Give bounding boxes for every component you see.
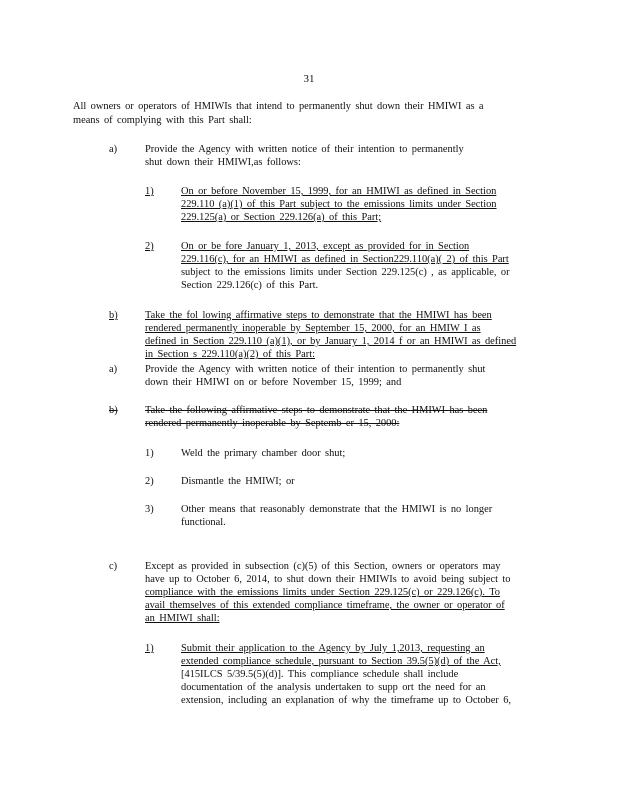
item-c-text: an HMIWI shall:	[145, 613, 220, 624]
item-b-text: Take the fol lowing affirmative steps to demonstrate that the HMIWI has been	[145, 310, 492, 321]
item-a2-text: On or be fore January 1, 2013, except as provided for in Section	[181, 241, 470, 252]
step-1-label: 1)	[145, 448, 154, 459]
item-b-deleted-text: rendered permanently inoperable by Septemb er 15, 2000:	[145, 418, 400, 429]
item-b-label: b)	[109, 310, 118, 321]
item-a1-text: On or before November 15, 1999, for an HMIWI as defined in Section	[181, 186, 497, 197]
step-2-label: 2)	[145, 476, 154, 487]
page-number: 31	[303, 73, 315, 85]
item-a1-text: 229.110 (a)(1) of this Part subject to the emissions limits under Section	[181, 199, 497, 210]
item-c1-text: extension, including an explanation of why the timeframe up to October 6,	[181, 695, 511, 706]
item-a-old-label: a)	[109, 364, 118, 375]
item-a1-label: 1)	[145, 186, 154, 197]
item-b-deleted-text: Take the following affirmative steps to demonstrate that the HMIWI has been	[145, 405, 488, 416]
item-b-text: rendered permanently inoperable by September 15, 2000, for an HMIW I as	[145, 323, 481, 334]
intro-line: All owners or operators of HMIWIs that intend to permanently shut down their HMIWI as a	[73, 101, 484, 112]
item-c-text: have up to October 6, 2014, to shut down their HMIWIs to avoid being subject to	[145, 574, 511, 585]
step-3-text: functional.	[181, 517, 226, 528]
step-3-text: Other means that reasonably demonstrate that the HMIWI is no longer	[181, 504, 493, 515]
item-a2-text: subject to the emissions limits under Section 229.125(c) , as applicable, or	[181, 267, 510, 278]
item-a1-text: 229.125(a) or Section 229.126(a) of this Part;	[181, 212, 382, 223]
item-c-text: compliance with the emissions limits under Section 229.125(c) or 229.126(c). To	[145, 587, 501, 598]
item-b-text: defined in Section 229.110 (a)(1), or by January 1, 2014 f or an HMIWI as defined	[145, 336, 517, 347]
intro-line: means of complying with this Part shall:	[73, 115, 252, 126]
item-c1-text: extended compliance schedule, pursuant to Section 39.5(5)(d) of the Act,	[181, 656, 501, 667]
item-a-old-text: Provide the Agency with written notice of their intention to permanently shut	[145, 364, 486, 375]
item-a-text: Provide the Agency with written notice of their intention to permanently	[145, 144, 464, 155]
step-3-label: 3)	[145, 504, 154, 515]
item-c-text: Except as provided in subsection (c)(5) of this Section, owners or operators may	[145, 561, 501, 572]
item-b-text: in Section s 229.110(a)(2) of this Part:	[145, 349, 316, 360]
item-c1-text: documentation of the analysis undertaken to supp ort the need for an	[181, 682, 486, 693]
item-a-label: a)	[109, 144, 118, 155]
item-c-text: avail themselves of this extended compliance timeframe, the owner or operator of	[145, 600, 505, 611]
item-c-label: c)	[109, 561, 118, 572]
item-a-text: shut down their HMIWI,as follows:	[145, 157, 301, 168]
item-b-deleted-label: b)	[109, 405, 118, 416]
step-1-text: Weld the primary chamber door shut;	[181, 448, 346, 459]
item-a2-label: 2)	[145, 241, 154, 252]
item-c1-label: 1)	[145, 643, 154, 654]
item-a2-text: Section 229.126(c) of this Part.	[181, 280, 319, 291]
item-c1-text: Submit their application to the Agency by July 1,2013, requesting an	[181, 643, 485, 654]
item-a2-text: 229.116(c), for an HMIWI as defined in Section229.110(a)( 2) of this Part	[181, 254, 509, 265]
item-c1-text: [415ILCS 5/39.5(5)(d)]. This compliance schedule shall include	[181, 669, 459, 680]
step-2-text: Dismantle the HMIWI; or	[181, 476, 295, 487]
item-a-old-text: down their HMIWI on or before November 15, 1999; and	[145, 377, 402, 388]
